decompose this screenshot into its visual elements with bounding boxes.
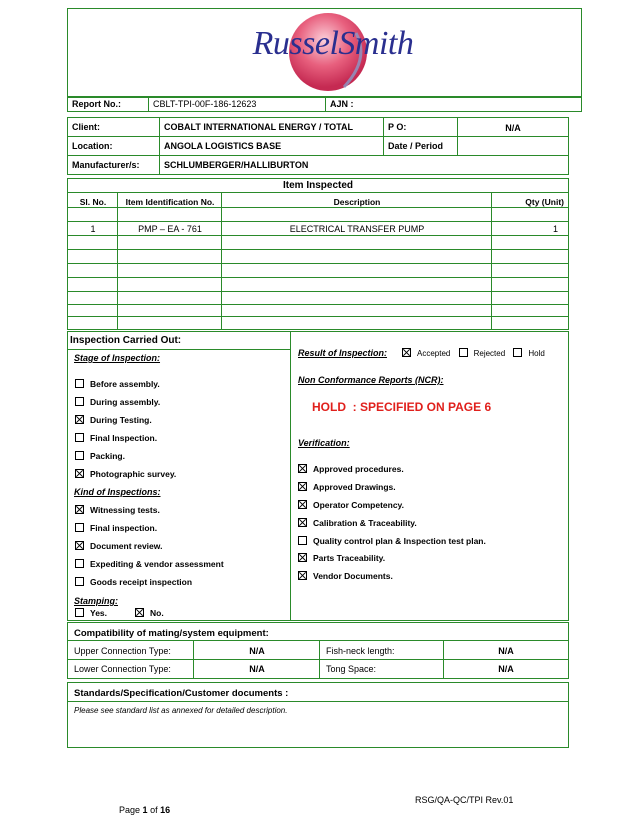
row-1-desc: ELECTRICAL TRANSFER PUMP <box>289 224 425 234</box>
inspection-title: Inspection Carried Out: <box>70 335 182 346</box>
report-no-label: Report No.: <box>72 99 121 109</box>
kind-document-checkbox[interactable] <box>75 541 84 550</box>
header-qty: Qty (Unit) <box>525 197 564 207</box>
standards-text: Please see standard list as annexed for detailed description. <box>74 706 288 715</box>
verification-title: Verification: <box>298 438 350 448</box>
verif-calibration-checkbox[interactable] <box>298 518 307 527</box>
row-1-qty: 1 <box>552 224 558 234</box>
fish-value: N/A <box>498 646 514 656</box>
verif-parts-checkbox[interactable] <box>298 553 307 562</box>
po-label: P O: <box>388 122 407 132</box>
stage-before-checkbox[interactable] <box>75 379 84 388</box>
verif-parts[interactable]: Parts Traceability. <box>298 553 385 563</box>
logo-text: RusselSmith <box>252 25 414 62</box>
client-label: Client: <box>72 122 100 132</box>
stage-final-checkbox[interactable] <box>75 433 84 442</box>
inspection-box <box>67 331 569 621</box>
row-1-id: PMP – EA - 761 <box>138 224 202 234</box>
items-title: Item Inspected <box>282 180 354 191</box>
result-title: Result of Inspection: <box>298 348 388 358</box>
standards-box <box>67 682 569 748</box>
kind-witnessing[interactable]: Witnessing tests. <box>75 505 160 515</box>
doc-reference: RSG/QA-QC/TPI Rev.01 <box>415 795 514 805</box>
stage-title: Stage of Inspection: <box>74 353 161 363</box>
stage-during-testing[interactable]: During Testing. <box>75 415 152 425</box>
stamping-yes[interactable]: Yes. <box>75 608 107 618</box>
stage-photo-checkbox[interactable] <box>75 469 84 478</box>
kind-witnessing-checkbox[interactable] <box>75 505 84 514</box>
result-hold-checkbox[interactable] <box>513 348 522 357</box>
stage-final[interactable]: Final Inspection. <box>75 433 157 443</box>
kind-expediting-checkbox[interactable] <box>75 559 84 568</box>
items-table <box>67 178 569 330</box>
tong-value: N/A <box>498 664 514 674</box>
report-row <box>67 97 582 112</box>
stamping-yes-checkbox[interactable] <box>75 608 84 617</box>
location-label: Location: <box>72 141 113 151</box>
verif-vendor-checkbox[interactable] <box>298 571 307 580</box>
stage-before[interactable]: Before assembly. <box>75 379 160 389</box>
kind-title: Kind of Inspections: <box>74 487 161 497</box>
po-value: N/A <box>505 123 521 133</box>
header-desc: Description <box>333 197 381 207</box>
lower-label: Lower Connection Type: <box>74 664 171 674</box>
report-no-value: CBLT-TPI-00F-186-12623 <box>148 98 326 111</box>
verif-qcp[interactable]: Quality control plan & Inspection test plan. <box>298 536 486 546</box>
result-rejected-label: Rejected <box>473 349 506 358</box>
kind-expediting[interactable]: Expediting & vendor assessment <box>75 559 224 569</box>
result-accepted-checkbox[interactable] <box>402 348 411 357</box>
kind-document[interactable]: Document review. <box>75 541 162 551</box>
kind-final-checkbox[interactable] <box>75 523 84 532</box>
upper-label: Upper Connection Type: <box>74 646 171 656</box>
header-sl: Sl. No. <box>79 197 107 207</box>
verif-operator[interactable]: Operator Competency. <box>298 500 404 510</box>
stage-during-assembly-checkbox[interactable] <box>75 397 84 406</box>
stamping-title: Stamping: <box>74 596 118 606</box>
verif-vendor[interactable]: Vendor Documents. <box>298 571 393 581</box>
stamping-no-checkbox[interactable] <box>135 608 144 617</box>
manufacturer-label: Manufacturer/s: <box>72 160 140 170</box>
verif-drawings-checkbox[interactable] <box>298 482 307 491</box>
result-options <box>402 348 545 358</box>
compat-title: Compatibility of mating/system equipment: <box>74 628 269 639</box>
location-value: ANGOLA LOGISTICS BASE <box>164 141 282 151</box>
stage-during-testing-checkbox[interactable] <box>75 415 84 424</box>
verif-drawings[interactable]: Approved Drawings. <box>298 482 396 492</box>
stamping-no[interactable]: No. <box>135 608 164 618</box>
ajn-label: AJN : <box>330 99 354 109</box>
stage-packing-checkbox[interactable] <box>75 451 84 460</box>
page-number: Page 1 of 16 <box>119 805 171 815</box>
date-label: Date / Period <box>388 141 444 151</box>
kind-goods-checkbox[interactable] <box>75 577 84 586</box>
lower-value: N/A <box>249 664 265 674</box>
logo-box <box>67 8 582 97</box>
client-value: COBALT INTERNATIONAL ENERGY / TOTAL <box>164 122 353 132</box>
stage-packing[interactable]: Packing. <box>75 451 125 461</box>
fish-label: Fish-neck length: <box>326 646 395 656</box>
result-accepted-label: Accepted <box>417 349 451 358</box>
verif-procedures-checkbox[interactable] <box>298 464 307 473</box>
upper-value: N/A <box>249 646 265 656</box>
tong-label: Tong Space: <box>326 664 377 674</box>
standards-title: Standards/Specification/Customer documents : <box>74 688 289 699</box>
kind-final[interactable]: Final inspection. <box>75 523 157 533</box>
stage-photo[interactable]: Photographic survey. <box>75 469 176 479</box>
row-1-sl: 1 <box>90 224 96 234</box>
stage-during-assembly[interactable]: During assembly. <box>75 397 160 407</box>
compat-box <box>67 622 569 679</box>
verif-calibration[interactable]: Calibration & Traceability. <box>298 518 417 528</box>
ncr-title: Non Conformance Reports (NCR): <box>298 375 444 385</box>
result-rejected-checkbox[interactable] <box>459 348 468 357</box>
header-id: Item Identification No. <box>125 197 215 207</box>
result-hold-label: Hold <box>528 349 545 358</box>
kind-goods[interactable]: Goods receipt inspection <box>75 577 192 587</box>
hold-text: HOLD : SPECIFIED ON PAGE 6 <box>312 400 492 414</box>
verif-procedures[interactable]: Approved procedures. <box>298 464 404 474</box>
client-table <box>67 117 569 175</box>
verif-qcp-checkbox[interactable] <box>298 536 307 545</box>
verif-operator-checkbox[interactable] <box>298 500 307 509</box>
manufacturer-value: SCHLUMBERGER/HALLIBURTON <box>164 160 309 170</box>
